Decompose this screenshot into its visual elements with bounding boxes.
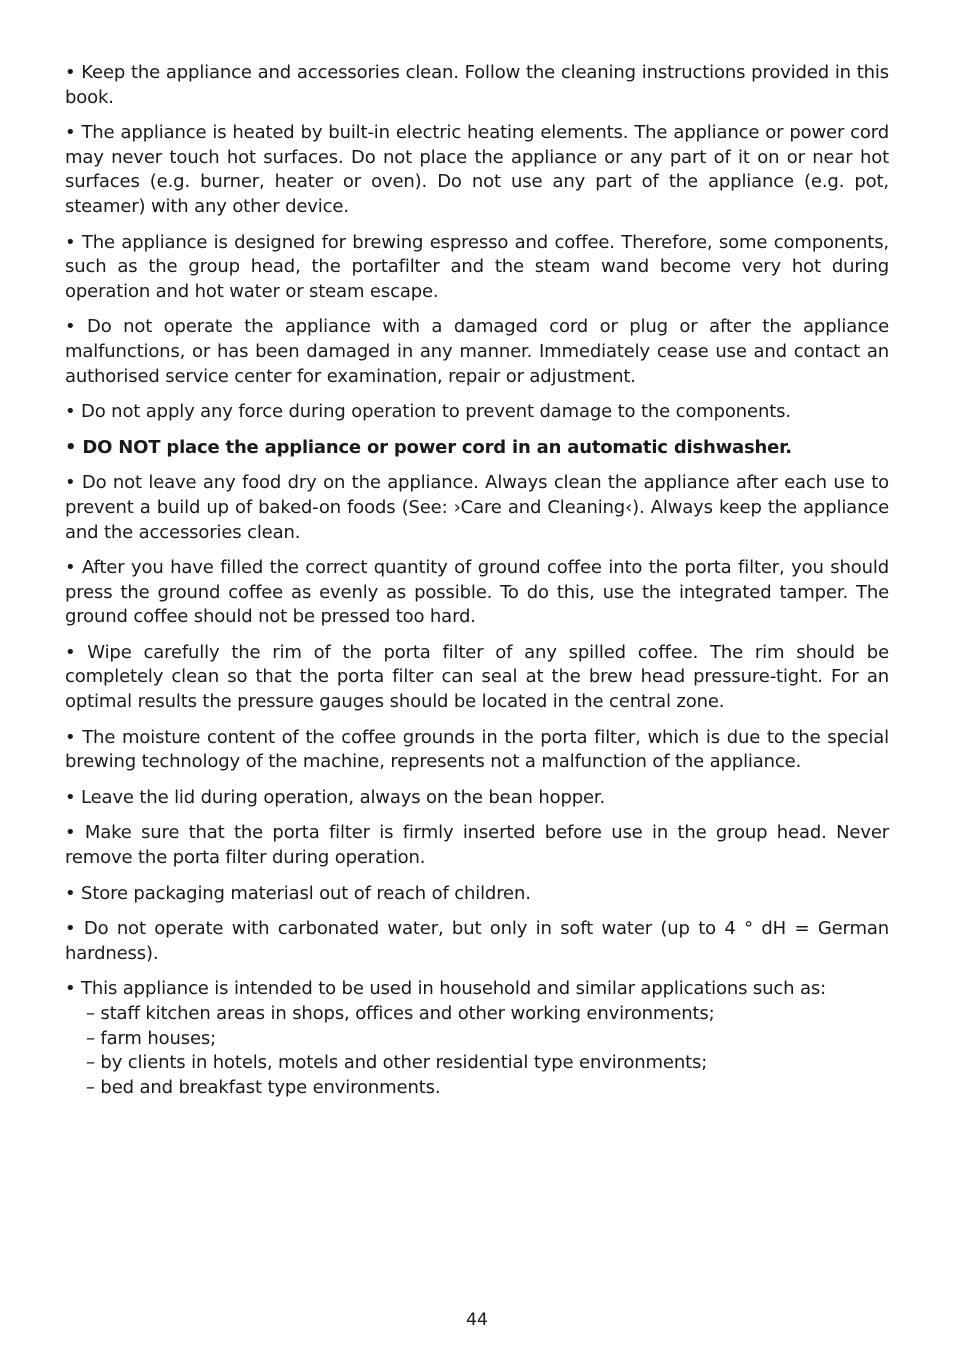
- safety-item-no-dishwasher: • DO NOT place the appliance or power cord in an automatic dishwasher.: [65, 436, 792, 458]
- safety-item-no-dry-food: • Do not leave any food dry on the appliance. Always clean the appliance after each use to prevent a build up of baked-on foods (See: ›Care and Cleaning‹). Always keep the appliance and the accessories clean.: [65, 472, 889, 543]
- safety-item-moisture: • The moisture content of the coffee grounds in the porta filter, which is due to the special brewing technology of the machine, represents not a malfunction of the appliance.: [65, 726, 889, 773]
- safety-item-clean-appliance: • Keep the appliance and accessories clean. Follow the cleaning instructions provided in this book.: [65, 62, 889, 108]
- safety-item-porta-filter-inserted: • Make sure that the porta filter is firmly inserted before use in the group head. Never remove the porta filter during operation.: [65, 822, 889, 869]
- intended-use-list: [65, 1002, 889, 1100]
- safety-item-wipe-rim: • Wipe carefully the rim of the porta filter of any spilled coffee. The rim should be completely clean so that the porta filter can seal at the brew head pressure-tight. For an optimal results the pressure gauges should be located in the central zone.: [65, 641, 889, 713]
- intended-use-staff-kitchen: – staff kitchen areas in shops, offices and other working environments;: [86, 1003, 715, 1024]
- safety-item-lid: • Leave the lid during operation, always on the bean hopper.: [65, 786, 606, 808]
- safety-item-damaged-cord: • Do not operate the appliance with a damaged cord or plug or after the appliance malfunctions, or has been damaged in any manner. Immediately cease use and contact an authorised service center for examination, repair or adjustment.: [65, 316, 889, 387]
- intended-use-farm-houses: – farm houses;: [86, 1027, 217, 1049]
- page-number: 44: [466, 1310, 488, 1330]
- safety-item-intended-use: • This appliance is intended to be used in household and similar applications such as:: [65, 978, 826, 1000]
- safety-item-tamp-coffee: • After you have filled the correct quantity of ground coffee into the porta filter, you should press the ground coffee as evenly as possible. To do this, use the integrated tamper. The ground coffee should not be pressed too hard.: [65, 557, 889, 628]
- intended-use-bed-breakfast: – bed and breakfast type environments.: [86, 1076, 441, 1098]
- document-body: [65, 61, 889, 1100]
- safety-item-soft-water: • Do not operate with carbonated water, but only in soft water (up to 4 ° dH = German hardness).: [65, 918, 889, 964]
- safety-item-packaging: • Store packaging materiasl out of reach of children.: [65, 882, 531, 904]
- intended-use-hotels: – by clients in hotels, motels and other residential type environments;: [86, 1052, 708, 1074]
- safety-item-hot-components: • The appliance is designed for brewing espresso and coffee. Therefore, some components, such as the group head, the portafilter and the steam wand become very hot during operation and hot water or steam escape.: [65, 231, 889, 302]
- safety-item-no-force: • Do not apply any force during operation to prevent damage to the components.: [65, 401, 791, 423]
- safety-item-heating-elements: • The appliance is heated by built-in electric heating elements. The appliance or power cord may never touch hot surfaces. Do not place the appliance or any part of it on or near hot surfaces (e.g. burner, heater or oven). Do not use any part of the appliance (e.g. pot, steamer) with any other device.: [65, 122, 889, 217]
